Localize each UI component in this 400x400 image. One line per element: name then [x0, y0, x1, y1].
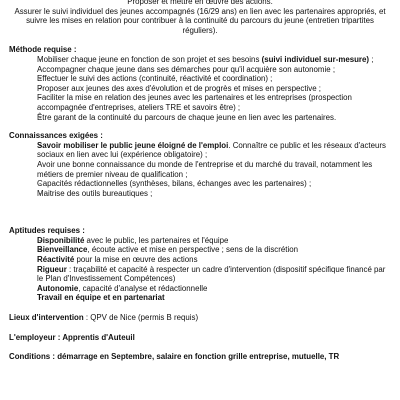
intro-paragraph: Assurer le suivi individuel des jeunes accompagnés (16/29 ans) en lien avec les partenaires appropriés, et suivre les mises en relation pour contribuer à la continuité du parcours du jeune (entretien tripartites réguliers). [14, 6, 386, 35]
list-item: - Disponibilité avec le public, les partenaires et l'équipe [14, 236, 400, 246]
list-item: - Proposer aux jeunes des axes d'évolution et de progrès et mises en perspective ; [14, 84, 400, 94]
list-item: - Effectuer le suivi des actions (continuité, réactivité et coordination) ; [14, 74, 400, 84]
aptitudes-list [14, 236, 400, 303]
methode-list [14, 55, 400, 122]
conditions-field: Conditions : démarrage en Septembre, salaire en fonction grille entreprise, mutuelle, TR [9, 352, 340, 362]
lieux-field: Lieux d'intervention : QPV de Nice (permis B requis) [9, 313, 199, 323]
aptitudes-title: Aptitudes requises : [9, 226, 85, 236]
list-item: - Savoir mobiliser le public jeune éloigné de l'emploi. Connaître ce public et les réseaux d'acteurs sociaux en lien avec lui (expérience obligatoire) ; [14, 141, 400, 160]
list-item: - Bienveillance, écoute active et mise en perspective ; sens de la discrétion [14, 245, 400, 255]
methode-title: Méthode requise : [9, 45, 77, 55]
list-item: - Autonomie, capacité d'analyse et rédactionnelle [14, 284, 400, 294]
connaissances-title: Connaissances exigées : [9, 131, 103, 141]
list-item: - Travail en équipe et en partenariat [14, 293, 400, 303]
list-item: - Mobiliser chaque jeune en fonction de son projet et ses besoins (suivi individuel sur-mesure) ; [14, 55, 400, 65]
list-item: - Capacités rédactionnelles (synthèses, bilans, échanges avec les partenaires) ; [14, 179, 400, 189]
list-item: - Réactivité pour la mise en œuvre des actions [14, 255, 400, 265]
connaissances-list [14, 141, 400, 199]
list-item: - Être garant de la continuité du parcours de chaque jeune en lien avec les partenaires. [14, 113, 400, 123]
list-item: - Rigueur : traçabilité et capacité à respecter un cadre d'intervention (dispositif spécifique financé par le Plan d'Investissement Compétences) [14, 265, 400, 284]
employeur-field: L'employeur : Apprentis d'Auteuil [9, 332, 135, 342]
list-item: - Maitrise des outils bureautiques ; [14, 189, 400, 199]
list-item: - Avoir une bonne connaissance du monde de l'entreprise et du marché du travail, notamment les métiers de premier niveau de qualification ; [14, 160, 400, 179]
list-item: - Faciliter la mise en relation des jeunes avec les partenaires et les entreprises (prospection accompagnée d'entreprises, ateliers TRE et savoirs être) ; [14, 93, 400, 112]
intro-line-1: Proposer et mettre en œuvre des actions. [127, 0, 273, 6]
list-item: - Accompagner chaque jeune dans ses démarches pour qu'il acquière son autonomie ; [14, 65, 400, 75]
